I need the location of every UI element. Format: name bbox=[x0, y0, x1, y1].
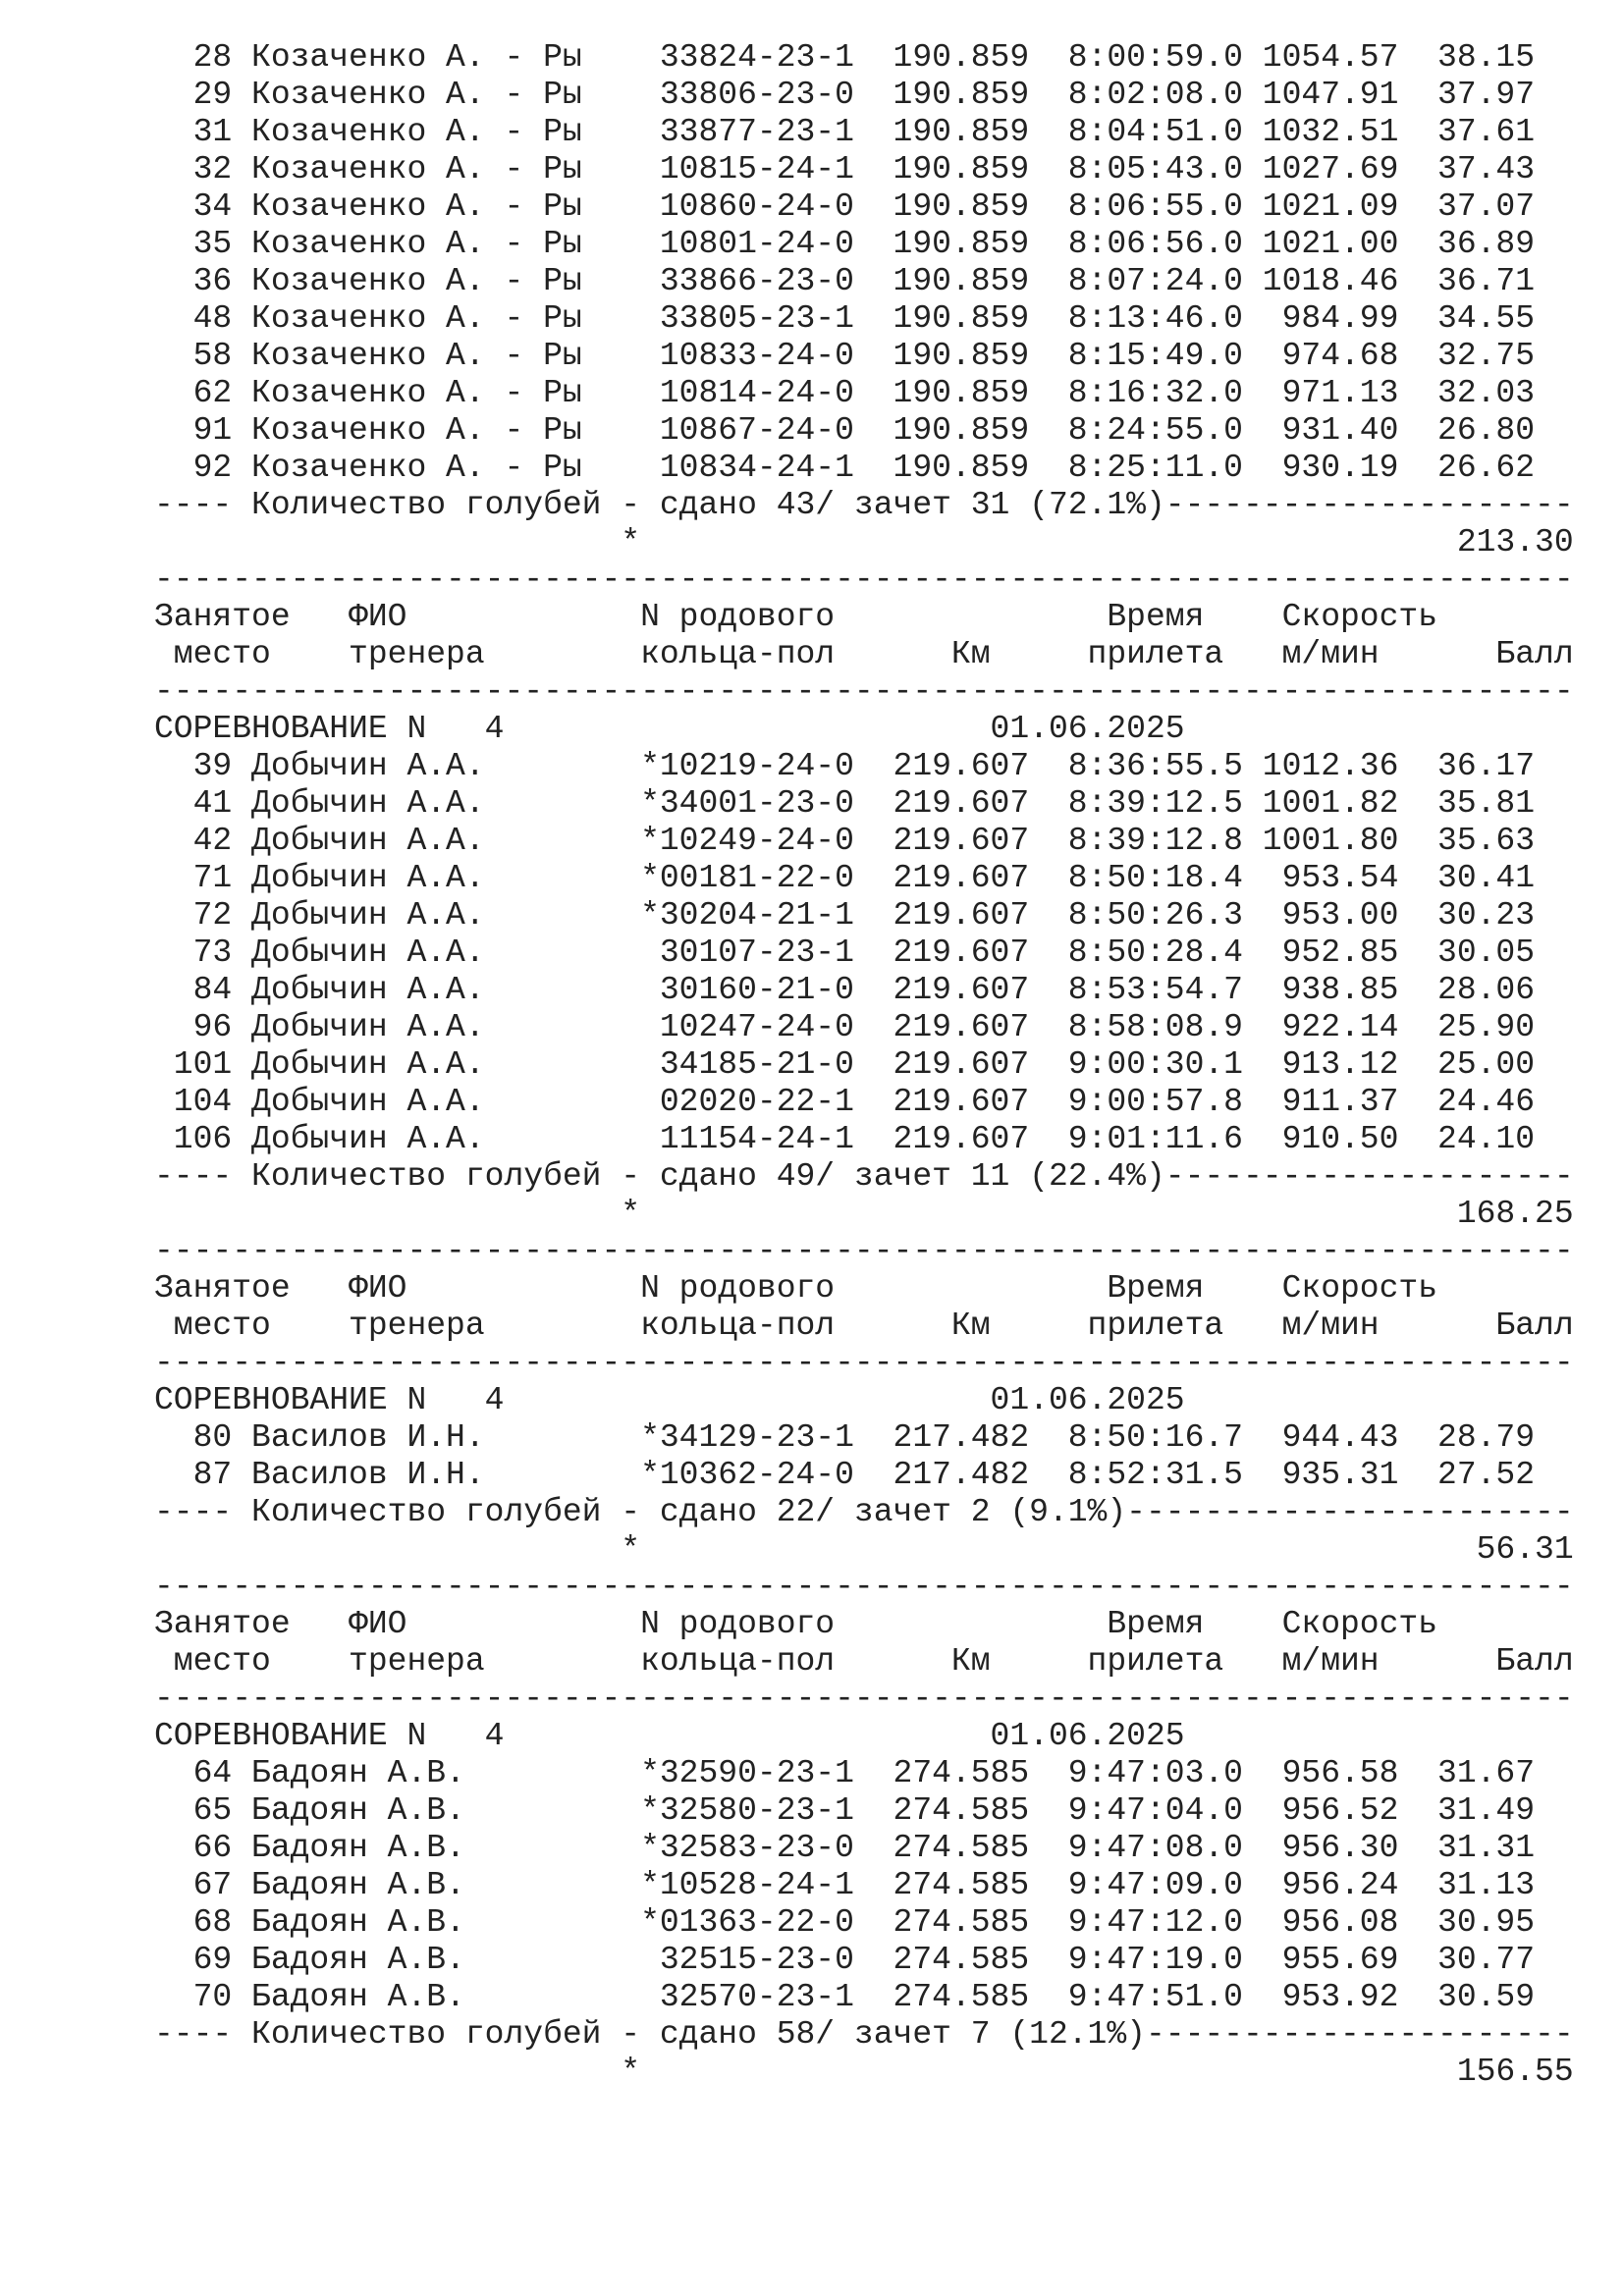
table-row: 28 Козаченко А. - Ры 33824-23-1 190.859 8:00:59.0 1054.57 38.15 bbox=[154, 39, 1536, 76]
total-line: * 168.25 bbox=[154, 1196, 1574, 1232]
column-header-row-2: место тренера кольца-пол Км прилета м/мин Балл bbox=[154, 636, 1574, 672]
table-row: 91 Козаченко А. - Ры 10867-24-0 190.859 8:24:55.0 931.40 26.80 bbox=[154, 412, 1536, 449]
separator-line: ------------------------------------------------------------------------- bbox=[154, 1233, 1574, 1269]
table-row: 92 Козаченко А. - Ры 10834-24-1 190.859 8:25:11.0 930.19 26.62 bbox=[154, 450, 1536, 486]
summary-line: ---- Количество голубей - сдано 43/ зачет 31 (72.1%)--------------------- bbox=[154, 487, 1574, 523]
table-row: 67 Бадоян А.В. *10528-24-1 274.585 9:47:09.0 956.24 31.13 bbox=[154, 1867, 1536, 1903]
table-row: 68 Бадоян А.В. *01363-22-0 274.585 9:47:12.0 956.08 30.95 bbox=[154, 1904, 1536, 1941]
summary-line: ---- Количество голубей - сдано 49/ зачет 11 (22.4%)--------------------- bbox=[154, 1158, 1574, 1195]
table-row: 39 Добычин А.А. *10219-24-0 219.607 8:36:55.5 1012.36 36.17 bbox=[154, 748, 1536, 784]
table-row: 31 Козаченко А. - Ры 33877-23-1 190.859 8:04:51.0 1032.51 37.61 bbox=[154, 114, 1536, 150]
results-report bbox=[154, 39, 1574, 2091]
total-line: * 213.30 bbox=[154, 524, 1574, 561]
table-row: 48 Козаченко А. - Ры 33805-23-1 190.859 8:13:46.0 984.99 34.55 bbox=[154, 300, 1536, 337]
total-line: * 156.55 bbox=[154, 2054, 1574, 2090]
column-header-row-1: Занятое ФИО N родового Время Скорость bbox=[154, 599, 1438, 635]
separator-line: ------------------------------------------------------------------------- bbox=[154, 561, 1574, 598]
table-row: 62 Козаченко А. - Ры 10814-24-0 190.859 8:16:32.0 971.13 32.03 bbox=[154, 375, 1536, 411]
table-row: 84 Добычин А.А. 30160-21-0 219.607 8:53:54.7 938.85 28.06 bbox=[154, 972, 1536, 1008]
separator-line: ------------------------------------------------------------------------- bbox=[154, 1345, 1574, 1381]
table-row: 36 Козаченко А. - Ры 33866-23-0 190.859 8:07:24.0 1018.46 36.71 bbox=[154, 263, 1536, 299]
table-row: 41 Добычин А.А. *34001-23-0 219.607 8:39:12.5 1001.82 35.81 bbox=[154, 785, 1536, 822]
table-row: 71 Добычин А.А. *00181-22-0 219.607 8:50:18.4 953.54 30.41 bbox=[154, 860, 1536, 896]
separator-line: ------------------------------------------------------------------------- bbox=[154, 673, 1574, 710]
table-row: 42 Добычин А.А. *10249-24-0 219.607 8:39:12.8 1001.80 35.63 bbox=[154, 823, 1536, 859]
summary-line: ---- Количество голубей - сдано 22/ зачет 2 (9.1%)----------------------- bbox=[154, 1494, 1574, 1530]
competition-title: СОРЕВНОВАНИЕ N 4 01.06.2025 bbox=[154, 1718, 1185, 1754]
table-row: 29 Козаченко А. - Ры 33806-23-0 190.859 8:02:08.0 1047.91 37.97 bbox=[154, 77, 1536, 113]
separator-line: ------------------------------------------------------------------------- bbox=[154, 1681, 1574, 1717]
summary-line: ---- Количество голубей - сдано 58/ зачет 7 (12.1%)---------------------- bbox=[154, 2016, 1574, 2053]
table-row: 58 Козаченко А. - Ры 10833-24-0 190.859 8:15:49.0 974.68 32.75 bbox=[154, 338, 1536, 374]
table-row: 69 Бадоян А.В. 32515-23-0 274.585 9:47:19.0 955.69 30.77 bbox=[154, 1942, 1536, 1978]
table-row: 87 Василов И.Н. *10362-24-0 217.482 8:52:31.5 935.31 27.52 bbox=[154, 1457, 1536, 1493]
separator-line: ------------------------------------------------------------------------- bbox=[154, 1569, 1574, 1605]
table-row: 34 Козаченко А. - Ры 10860-24-0 190.859 8:06:55.0 1021.09 37.07 bbox=[154, 188, 1536, 225]
table-row: 65 Бадоян А.В. *32580-23-1 274.585 9:47:04.0 956.52 31.49 bbox=[154, 1792, 1536, 1829]
total-line: * 56.31 bbox=[154, 1531, 1574, 1568]
column-header-row-2: место тренера кольца-пол Км прилета м/мин Балл bbox=[154, 1308, 1574, 1344]
column-header-row-1: Занятое ФИО N родового Время Скорость bbox=[154, 1270, 1438, 1307]
table-row: 96 Добычин А.А. 10247-24-0 219.607 8:58:08.9 922.14 25.90 bbox=[154, 1009, 1536, 1045]
table-row: 32 Козаченко А. - Ры 10815-24-1 190.859 8:05:43.0 1027.69 37.43 bbox=[154, 151, 1536, 187]
table-row: 72 Добычин А.А. *30204-21-1 219.607 8:50:26.3 953.00 30.23 bbox=[154, 897, 1536, 934]
table-row: 70 Бадоян А.В. 32570-23-1 274.585 9:47:51.0 953.92 30.59 bbox=[154, 1979, 1536, 2015]
table-row: 73 Добычин А.А. 30107-23-1 219.607 8:50:28.4 952.85 30.05 bbox=[154, 934, 1536, 971]
table-row: 106 Добычин А.А. 11154-24-1 219.607 9:01:11.6 910.50 24.10 bbox=[154, 1121, 1536, 1157]
table-row: 104 Добычин А.А. 02020-22-1 219.607 9:00:57.8 911.37 24.46 bbox=[154, 1084, 1536, 1120]
competition-title: СОРЕВНОВАНИЕ N 4 01.06.2025 bbox=[154, 1382, 1185, 1418]
column-header-row-1: Занятое ФИО N родового Время Скорость bbox=[154, 1606, 1438, 1642]
table-row: 80 Василов И.Н. *34129-23-1 217.482 8:50:16.7 944.43 28.79 bbox=[154, 1419, 1536, 1456]
table-row: 101 Добычин А.А. 34185-21-0 219.607 9:00:30.1 913.12 25.00 bbox=[154, 1046, 1536, 1083]
table-row: 66 Бадоян А.В. *32583-23-0 274.585 9:47:08.0 956.30 31.31 bbox=[154, 1830, 1536, 1866]
competition-title: СОРЕВНОВАНИЕ N 4 01.06.2025 bbox=[154, 711, 1185, 747]
table-row: 64 Бадоян А.В. *32590-23-1 274.585 9:47:03.0 956.58 31.67 bbox=[154, 1755, 1536, 1791]
column-header-row-2: место тренера кольца-пол Км прилета м/мин Балл bbox=[154, 1643, 1574, 1680]
table-row: 35 Козаченко А. - Ры 10801-24-0 190.859 8:06:56.0 1021.00 36.89 bbox=[154, 226, 1536, 262]
